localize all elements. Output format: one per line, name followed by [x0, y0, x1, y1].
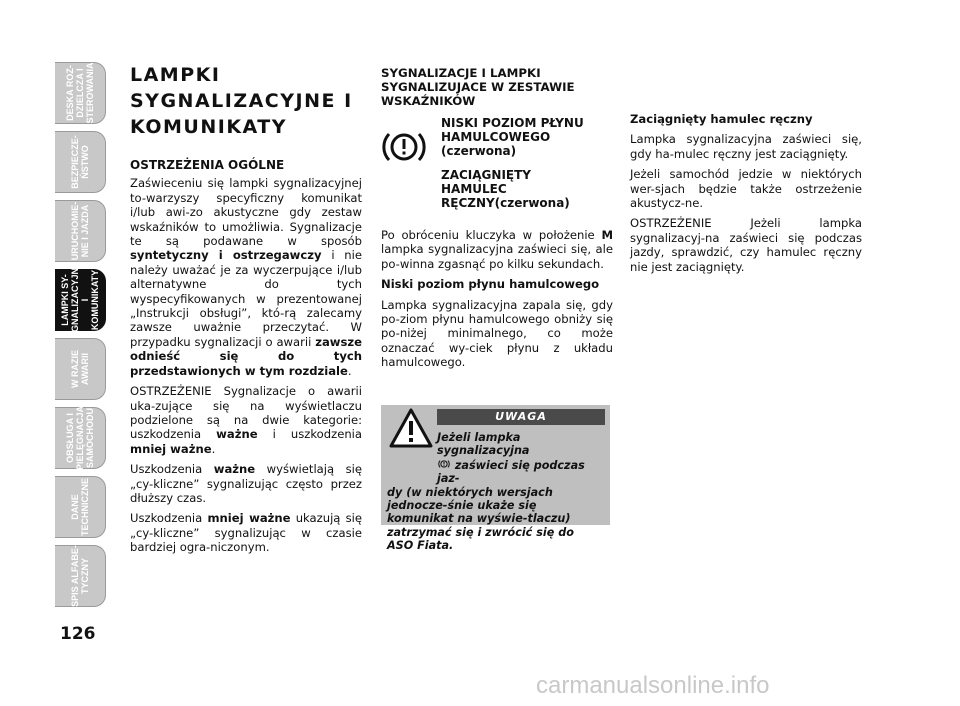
paragraph	[381, 228, 613, 271]
text: .	[347, 363, 352, 378]
column-3	[630, 112, 862, 280]
section-heading: SYGNALIZACJE I LAMPKI SYGNALIZUJACE W ZESTAWIE WSKAŹNIKÓW	[381, 66, 575, 108]
tab-label: BEZPIECZE- ŃSTWO	[70, 135, 90, 189]
tab-deska-rozdzielcza[interactable]	[55, 62, 106, 124]
tab-label: DANE TECHNICZNE	[70, 478, 90, 536]
paragraph	[130, 176, 362, 378]
watermark: carmanualsonline.info	[536, 672, 770, 699]
tab-label: URUCHOMIE- NIE I JAZDA	[70, 201, 90, 261]
warning-box-header: UWAGA	[437, 409, 605, 425]
paragraph: OSTRZEŻENIE Jeżeli lampka sygnalizacyj-na zaświeci się podczas jazdy, sprawdzić, czy hamulec ręczny nie jest zaciągnięty.	[630, 216, 862, 274]
page-number: 126	[60, 624, 96, 644]
bold-text: mniej ważne	[130, 441, 212, 456]
subheading: Zaciągnięty hamulec ręczny	[630, 112, 813, 126]
column-2	[381, 66, 613, 376]
text: wyświetlają się „cy-kliczne” sygnalizując często przez dłuższy czas.	[130, 462, 362, 505]
warning-box-text	[387, 431, 603, 553]
subheading: Niski poziom płynu hamulcowego	[381, 277, 600, 292]
tab-label: OBSŁUGA I PIELĘGNACJA SAMOCHODU	[65, 405, 95, 470]
tab-label: SPIS ALFABE- TYCZNY	[70, 545, 90, 607]
text: Po obróceniu kluczyka w położenie	[381, 228, 602, 242]
text: Zaświeceniu się lampki sygnalizacyjnej to-warzyszy specyficzny komunikat i/lub awi-zo akustyczne gdy zestaw wskaźników to umożliwia. Sygnalizacje te są podawane w sposób	[130, 176, 362, 249]
tab-label: W RAZIE AWARII	[70, 350, 90, 388]
bold-text: ważne	[213, 462, 256, 477]
warning-box	[381, 405, 610, 553]
text: lampka sygnalizacyjna zaświeci się, ale po-winna zgasnąć po kilku sekundach.	[381, 242, 613, 271]
text: ukazują się „cy-kliczne” sygnalizując w czasie bardziej ogra-niczonym.	[130, 511, 362, 555]
page-title: LAMPKI SYGNALIZACYJNE I KOMUNIKATY	[130, 64, 353, 138]
paragraph	[130, 462, 362, 505]
brake-warning-icon	[381, 124, 427, 170]
brake-warning-icon	[437, 458, 451, 470]
tab-uruchomienie[interactable]	[55, 200, 106, 262]
paragraph	[130, 511, 362, 554]
text: Uszkodzenia	[130, 462, 214, 477]
text: Jeżeli lampka sygnalizacyjna	[437, 431, 530, 458]
bold-text: ważne	[216, 427, 258, 442]
tab-label: DESKA ROZ- DZIELCZA I STEROWANIA	[65, 62, 95, 124]
text: dy (w niektórych wersjach jednocze-śnie ukaże się komunikat na wyświe-tlaczu) zatrzymać się i zwrócić się do ASO Fiata.	[387, 485, 574, 553]
text: Uszkodzenia	[130, 511, 208, 526]
bold-text: mniej ważne	[207, 511, 291, 526]
warning-light-block	[381, 116, 613, 228]
paragraph	[130, 384, 362, 456]
tab-w-razie-awarii[interactable]	[55, 338, 106, 400]
tab-bezpieczenstwo[interactable]	[55, 131, 106, 193]
column-1	[130, 62, 362, 561]
text: zaświeci się podczas jaz-	[437, 458, 585, 486]
paragraph: Lampka sygnalizacyjna zapala się, gdy po-ziom płynu hamulcowego obniży się po-niżej minimalnego, co może oznaczać wy-ciek płynu z układu hamulcowego.	[381, 297, 613, 370]
tab-obsluga[interactable]	[55, 407, 106, 469]
warning-label-handbrake: ZACIĄGNIĘTY HAMULEC RĘCZNY(czerwona)	[441, 168, 570, 210]
tab-label: LAMPKI SY- GNALIZACYJNE I KOMUNIKATY	[60, 261, 100, 332]
text: .	[211, 441, 216, 456]
tab-lampki-sygnalizacyjne[interactable]	[55, 261, 106, 332]
bold-text: M	[601, 228, 613, 242]
bold-text: zawsze odnieść się do tych przedstawionych w tym rozdziale	[130, 334, 362, 378]
tab-spis-alfabetyczny[interactable]	[55, 545, 106, 607]
text: i uszkodzenia	[257, 427, 362, 442]
section-heading: OSTRZEŻENIA OGÓLNE	[130, 158, 285, 172]
warning-label-fluid: NISKI POZIOM PŁYNU HAMULCOWEGO (czerwona)	[441, 116, 584, 158]
text: OSTRZEŻENIE Sygnalizacje o awarii uka-zujące się na wyświetlaczu podzielone są na dwie kategorie: uszkodzenia	[130, 384, 362, 442]
tab-dane-techniczne[interactable]	[55, 476, 106, 538]
bold-text: syntetyczny i ostrzegawczy	[130, 248, 322, 263]
warning-labels	[441, 116, 611, 220]
text: i nie należy uważać je za wyczerpujące i/lub alternatywne do tych wyspecyfikowanych w prezentowanej „Instrukcji obsługi”, któ-rą zalecamy zawsze uważnie przeczytać. W przypadku sygnalizacji o awarii	[130, 248, 362, 349]
paragraph: Jeżeli samochód jedzie w niektórych wer-sjach będzie także ostrzeżenie akustycz-ne.	[630, 167, 862, 211]
paragraph: Lampka sygnalizacyjna zaświeci się, gdy ha-mulec ręczny jest zaciągnięty.	[630, 132, 862, 161]
text-line	[387, 458, 603, 486]
